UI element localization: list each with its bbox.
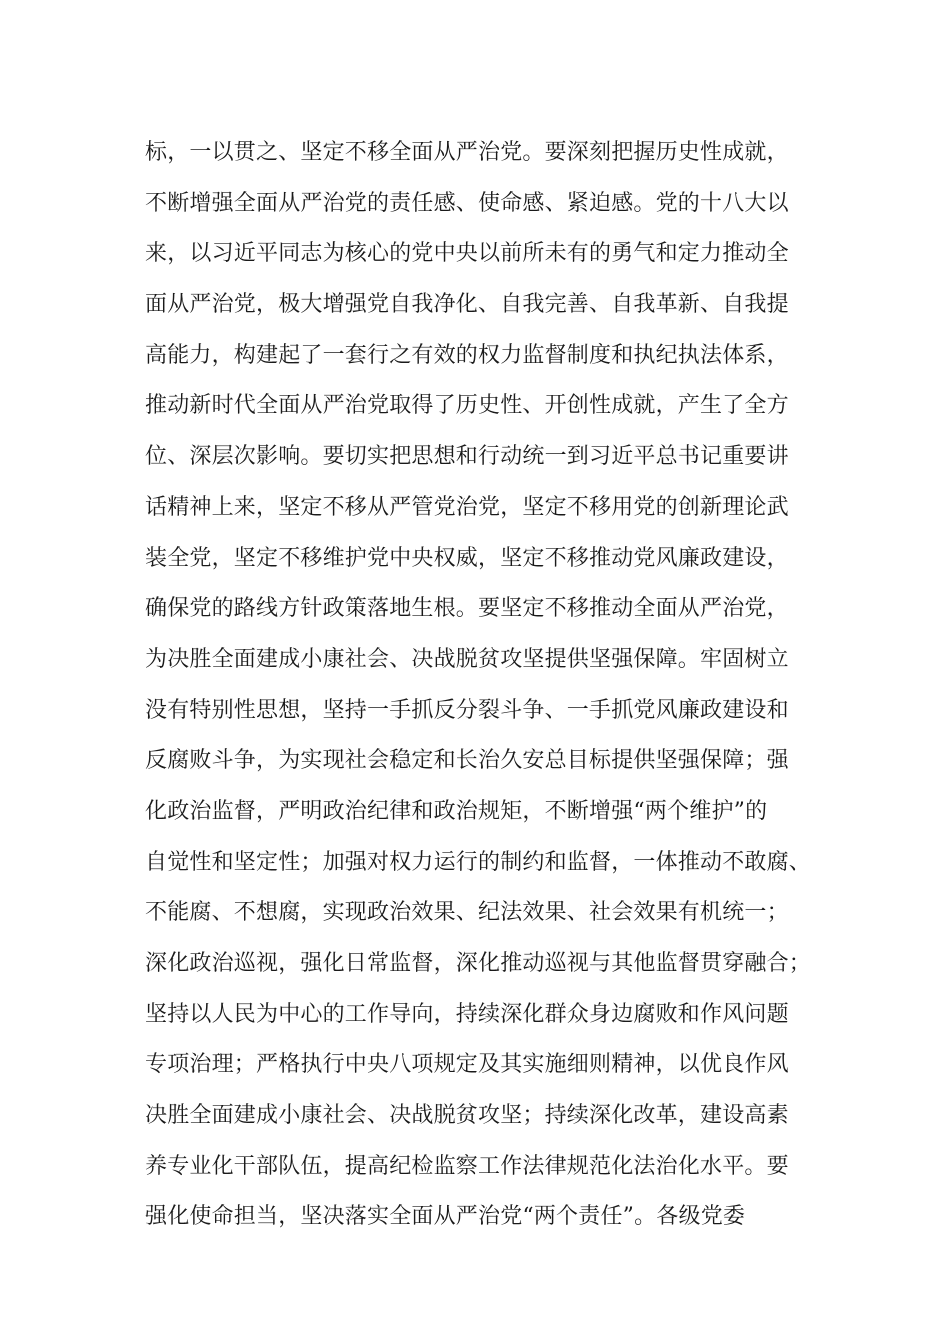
body-text: [145, 128, 825, 1243]
text-line: 位、深层次影响。要切实把思想和行动统一到习近平总书记重要讲: [145, 444, 789, 470]
text-line: 推动新时代全面从严治党取得了历史性、开创性成就，产生了全方: [145, 393, 789, 419]
text-line: 为决胜全面建成小康社会、决战脱贫攻坚提供坚强保障。牢固树立: [145, 646, 789, 672]
text-line: 自觉性和坚定性；加强对权力运行的制约和监督，一体推动不敢腐、: [145, 849, 812, 875]
text-line: 确保党的路线方针政策落地生根。要坚定不移推动全面从严治党，: [145, 596, 789, 622]
text-line: 高能力，构建起了一套行之有效的权力监督制度和执纪执法体系，: [145, 342, 789, 368]
text-line: 来，以习近平同志为核心的党中央以前所未有的勇气和定力推动全: [145, 241, 789, 267]
text-line: 没有特别性思想，坚持一手抓反分裂斗争、一手抓党风廉政建设和: [145, 697, 789, 723]
text-line: 装全党，坚定不移维护党中央权威，坚定不移推动党风廉政建设，: [145, 545, 789, 571]
text-line: 不断增强全面从严治党的责任感、使命感、紧迫感。党的十八大以: [145, 190, 789, 216]
text-line: 决胜全面建成小康社会、决战脱贫攻坚；持续深化改革，建设高素: [145, 1103, 789, 1129]
text-line: 面从严治党，极大增强党自我净化、自我完善、自我革新、自我提: [145, 292, 789, 318]
text-line: 标，一以贯之、坚定不移全面从严治党。要深刻把握历史性成就，: [145, 140, 789, 165]
text-line: 反腐败斗争，为实现社会稳定和长治久安总目标提供坚强保障；强: [145, 748, 789, 774]
text-line: 深化政治巡视，强化日常监督，深化推动巡视与其他监督贯穿融合；: [145, 951, 812, 976]
text-line: 坚持以人民为中心的工作导向，持续深化群众身边腐败和作风问题: [145, 1001, 789, 1027]
text-line: 话精神上来，坚定不移从严管党治党，坚定不移用党的创新理论武: [145, 494, 789, 520]
text-line: 化政治监督，严明政治纪律和政治规矩，不断增强“两个维护”的: [145, 798, 768, 824]
text-line: 专项治理；严格执行中央八项规定及其实施细则精神，以优良作风: [145, 1052, 789, 1078]
text-line: 养专业化干部队伍，提高纪检监察工作法律规范化法治化水平。要: [145, 1153, 789, 1179]
text-line: 强化使命担当，坚决落实全面从严治党“两个责任”。各级党委: [145, 1204, 746, 1230]
text-line: 不能腐、不想腐，实现政治效果、纪法效果、社会效果有机统一；: [145, 900, 789, 926]
